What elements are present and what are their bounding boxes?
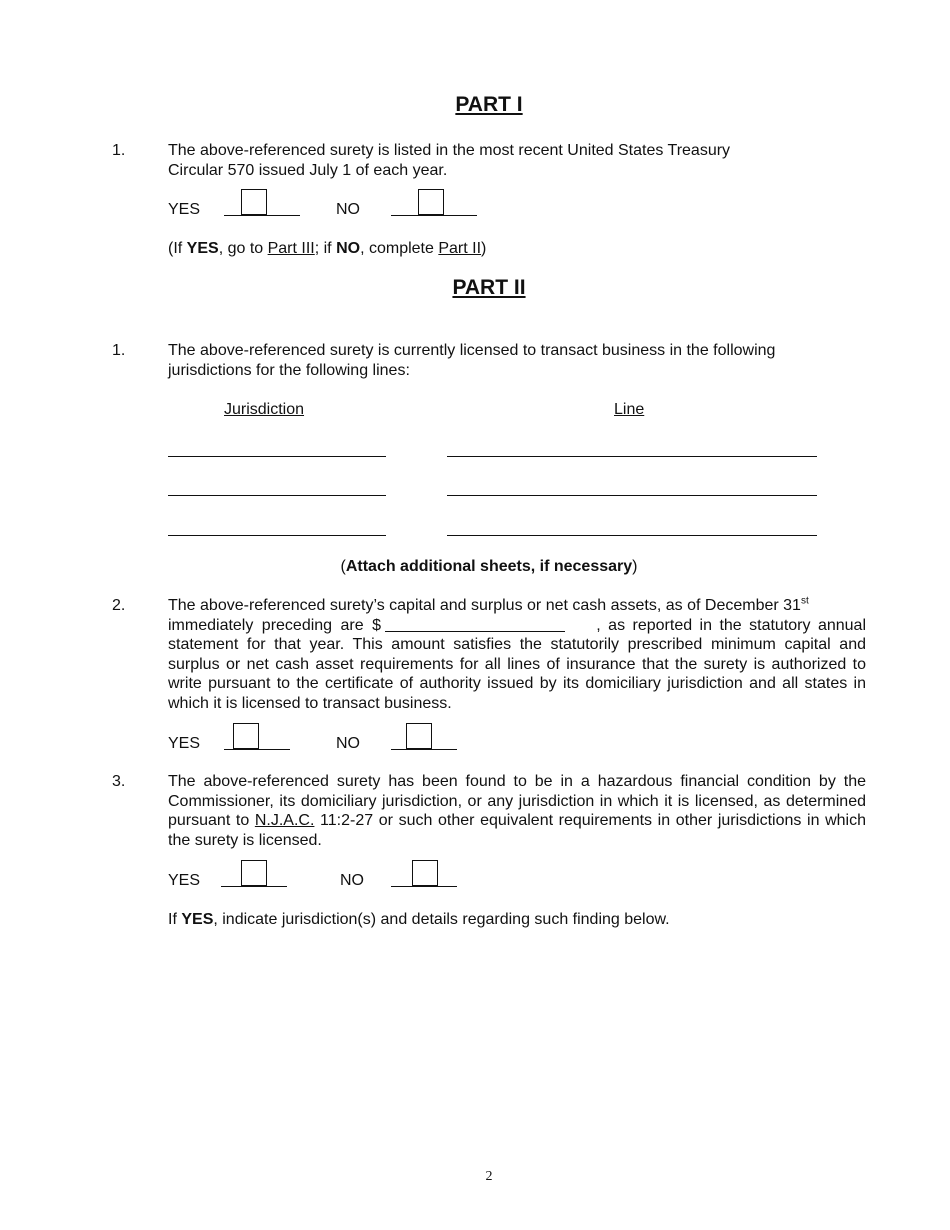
part2-item3-followup	[168, 910, 866, 930]
part2-item3-number: 3.	[112, 773, 126, 790]
capital-amount-blank[interactable]	[385, 616, 565, 632]
line-column-header: Line	[614, 401, 645, 418]
part2-item2-no-checkbox[interactable]	[406, 723, 432, 749]
njac-reference: N.J.A.C.	[254, 812, 315, 830]
part1-item1-line1: The above-referenced surety is listed in the most recent United States Treasury	[168, 142, 731, 159]
part1-item1-number: 1.	[112, 142, 126, 159]
line-blank-3[interactable]	[447, 535, 817, 536]
part2-item2-yes-label: YES	[168, 735, 201, 752]
part2-item2-line1	[168, 596, 866, 616]
item2-line2-post: , as reported in the statutory annual	[596, 616, 866, 634]
attach-note-paren: (	[340, 558, 346, 575]
item3-text-post: 11:2-27 or such other equivalent requirements in other jurisdictions in which the surety is licensed.	[168, 812, 867, 849]
page-number: 2	[485, 1169, 493, 1184]
jurisdiction-blank-2[interactable]	[168, 495, 386, 496]
item2-rest-text: statement for that year. This amount satisfies the statutorily prescribed minimum capital and surplus or net cash asset requirements for all lines of insurance that the surety is authorized to write pursuant to the certificate of authority issued by its domiciliary jurisdiction and all states in which it is licensed to transact business.	[168, 636, 866, 712]
instruction-part2-ref: Part II	[438, 240, 482, 257]
part2-item3-yes-underline	[221, 886, 287, 887]
jurisdiction-blank-1[interactable]	[168, 456, 386, 457]
attach-note-text: Attach additional sheets, if necessary	[345, 558, 633, 575]
part1-yes-label: YES	[168, 201, 201, 218]
part2-item2-no-label: NO	[336, 735, 360, 752]
item2-line1-text: The above-referenced surety’s capital and surplus or net cash assets, as of December 31	[168, 597, 801, 614]
part2-item1-line2: jurisdictions for the following lines:	[168, 361, 410, 379]
instruction-text: (If	[168, 240, 187, 257]
part1-heading: PART I	[455, 93, 523, 116]
followup-text: If	[168, 911, 182, 928]
part2-item2-no-underline	[391, 749, 457, 750]
part1-no-label: NO	[336, 201, 360, 218]
part1-no-checkbox[interactable]	[418, 189, 444, 215]
line-blank-1[interactable]	[447, 456, 817, 457]
part2-item1-number: 1.	[112, 342, 126, 359]
part1-item1-text	[168, 141, 866, 180]
part2-item2-line2	[168, 616, 866, 636]
jurisdiction-column-header: Jurisdiction	[224, 401, 305, 418]
instruction-yes: YES	[186, 240, 219, 257]
followup-text: , indicate jurisdiction(s) and details regarding such finding below.	[213, 911, 670, 928]
item2-line2-pre: immediately preceding are $	[168, 616, 381, 634]
item2-line1-sup: st	[800, 595, 809, 607]
part1-instruction	[168, 239, 866, 259]
part1-yes-underline	[224, 215, 300, 216]
part2-item2-yes-checkbox[interactable]	[233, 723, 259, 749]
attach-note-paren: )	[632, 558, 638, 575]
attach-note	[0, 557, 950, 577]
part1-item1-line2: Circular 570 issued July 1 of each year.	[168, 161, 448, 179]
part2-item3-no-underline	[391, 886, 457, 887]
part2-item3-yes-checkbox[interactable]	[241, 860, 267, 886]
part2-heading: PART II	[452, 276, 526, 299]
part2-item1-line1: The above-referenced surety is currently licensed to transact business in the following	[168, 342, 776, 359]
part2-item3-yes-label: YES	[168, 872, 201, 889]
part2-item3-text	[168, 772, 866, 850]
item3-text-pre: The above-referenced surety has been found to be in a hazardous financial condition by the Commissioner, its domiciliary jurisdiction, or any jurisdiction in which it is licensed, as determined pursuant to	[168, 773, 866, 830]
instruction-part3-ref: Part III	[267, 240, 315, 257]
instruction-text: , complete	[360, 240, 439, 257]
followup-yes: YES	[181, 911, 214, 928]
part2-item3-no-label: NO	[340, 872, 364, 889]
part2-item3-no-checkbox[interactable]	[412, 860, 438, 886]
part2-item2-text	[168, 596, 866, 714]
instruction-no: NO	[336, 240, 361, 257]
part1-yes-checkbox[interactable]	[241, 189, 267, 215]
instruction-text: ; if	[314, 240, 337, 257]
part2-item2-number: 2.	[112, 597, 126, 614]
part1-no-underline	[391, 215, 477, 216]
line-blank-2[interactable]	[447, 495, 817, 496]
instruction-text: )	[481, 240, 487, 257]
part2-item1-text	[168, 341, 866, 380]
instruction-text: , go to	[218, 240, 268, 257]
jurisdiction-blank-3[interactable]	[168, 535, 386, 536]
part2-item2-yes-underline	[224, 749, 290, 750]
